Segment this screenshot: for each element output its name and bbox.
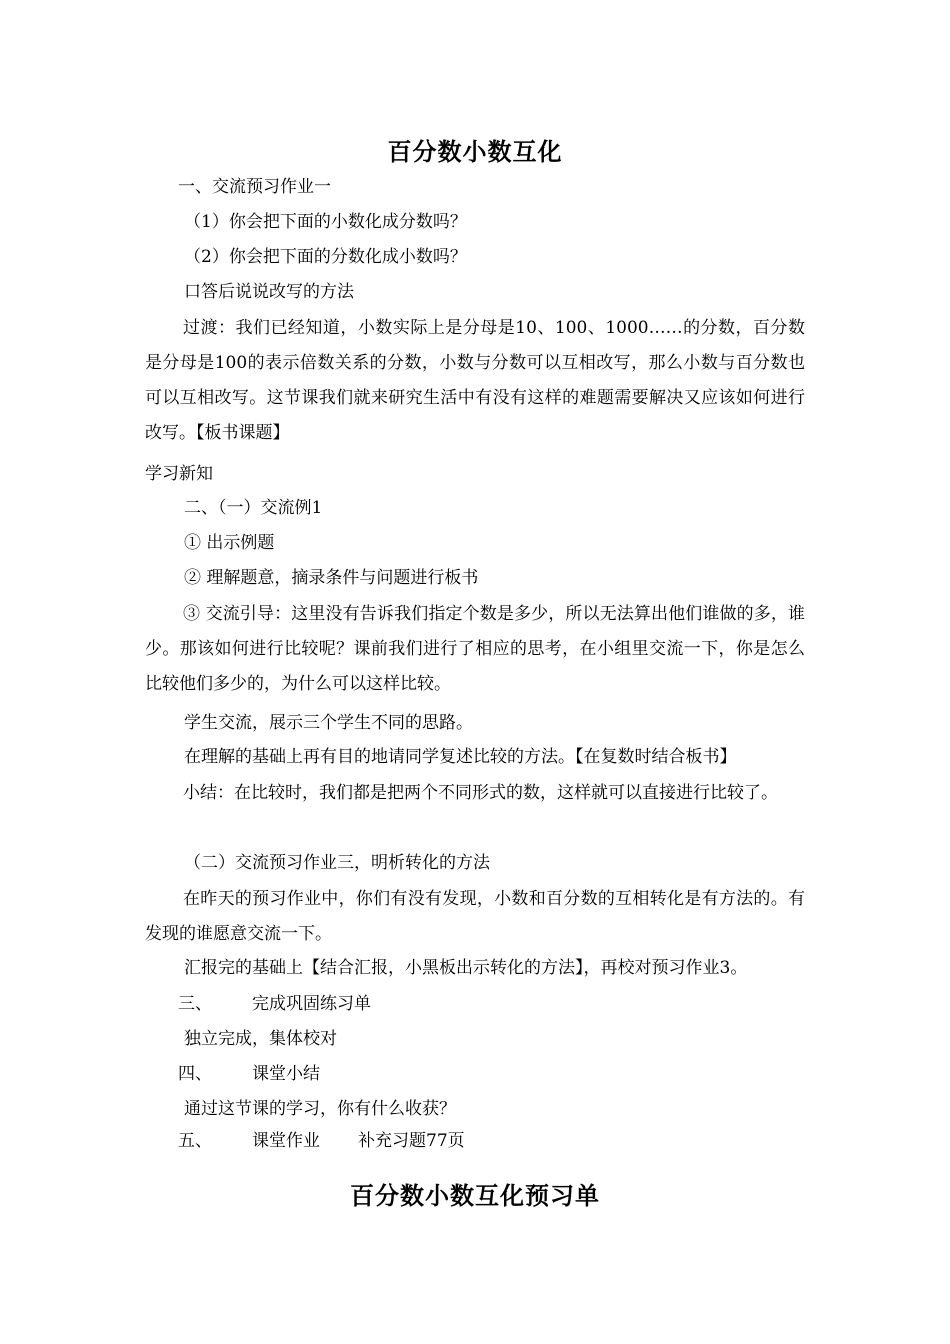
section5-heading-row <box>178 1130 465 1152</box>
students-exchange: 学生交流，展示三个学生不同的思路。 <box>184 713 473 733</box>
section3-number: 三、 <box>178 994 212 1014</box>
section4-body: 通过这节课的学习，你有什么收获？ <box>184 1099 456 1119</box>
summary-paragraph: 小结：在比较时，我们都是把两个不同形式的数，这样就可以直接进行比较了。 <box>183 783 778 803</box>
sub2-paragraph: 在昨天的预习作业中，你们有没有发现，小数和百分数的互相转化是有方法的。有发现的谁愿意交流一下。 <box>145 889 805 944</box>
section5-extra: 补充习题77页 <box>358 1131 465 1151</box>
page-title: 百分数小数互化 <box>387 137 563 166</box>
transition-paragraph: 过渡：我们已经知道，小数实际上是分母是10、100、1000……的分数，百分数是分母是100的表示倍数关系的分数，小数与分数可以互相改写，那么小数与百分数也可以互相改写。这节课我们就来研究生活中有没有这样的难题需要解决又应该如何进行改写。【板书课题】 <box>145 318 805 443</box>
oral-answer-note: 口答后说说改写的方法 <box>184 282 354 302</box>
section2-heading: 二、（一）交流例1 <box>184 498 323 518</box>
step-2: ② 理解题意，摘录条件与问题进行板书 <box>184 568 479 588</box>
learn-new-heading: 学习新知 <box>145 464 213 484</box>
section4-heading-row <box>178 1063 320 1085</box>
question-2: （2）你会把下面的分数化成小数吗？ <box>184 247 467 267</box>
section4-number: 四、 <box>178 1064 212 1084</box>
section3-heading: 完成巩固练习单 <box>252 994 371 1014</box>
question-1: （1）你会把下面的小数化成分数吗？ <box>184 212 467 232</box>
section5-heading: 课堂作业 <box>252 1131 320 1151</box>
step-3-paragraph: ③ 交流引导：这里没有告诉我们指定个数是多少，所以无法算出他们谁做的多，谁少。那该如何进行比较呢？课前我们进行了相应的思考，在小组里交流一下，你是怎么比较他们多少的，为什么可以这样比较。 <box>145 604 805 694</box>
section3-heading-row <box>178 993 371 1015</box>
section4-heading: 课堂小结 <box>252 1064 320 1084</box>
section1-heading: 一、交流预习作业一 <box>178 177 331 197</box>
section5-number: 五、 <box>178 1131 212 1151</box>
sub2-heading: （二）交流预习作业三，明析转化的方法 <box>184 853 490 873</box>
report-line: 汇报完的基础上【结合汇报，小黑板出示转化的方法】，再校对预习作业3。 <box>184 958 748 978</box>
second-title: 百分数小数互化预习单 <box>350 1181 600 1210</box>
restate-method: 在理解的基础上再有目的地请同学复述比较的方法。【在复数时结合板书】 <box>184 747 737 767</box>
section3-body: 独立完成，集体校对 <box>184 1029 337 1049</box>
step-1: ① 出示例题 <box>184 533 275 553</box>
